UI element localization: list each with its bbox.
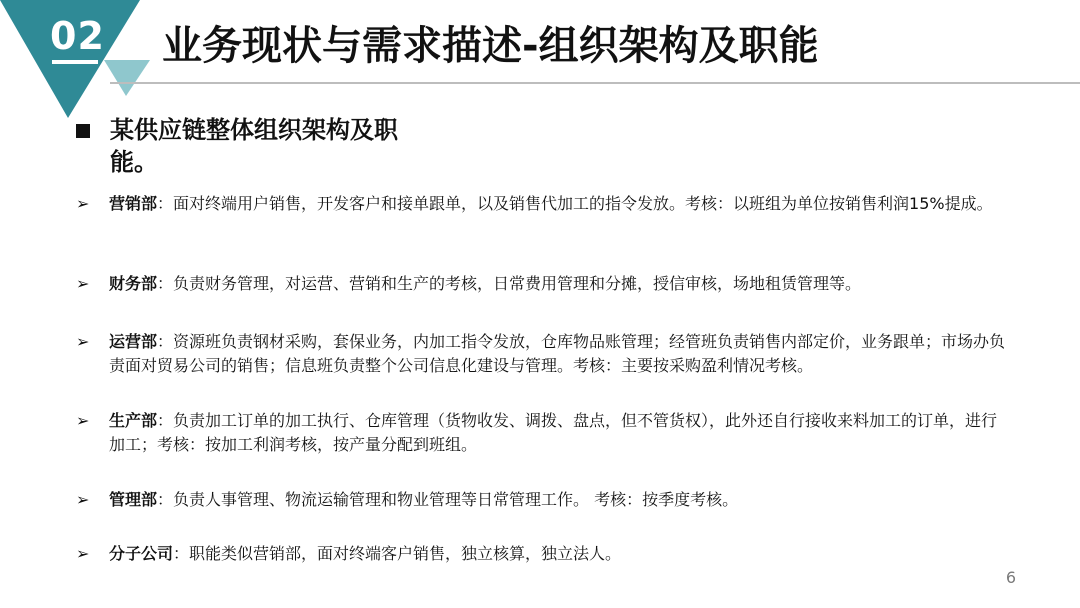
arrowhead-bullet-icon: ➢ [76, 194, 90, 213]
department-description: ：负责人事管理、物流运输管理和物业管理等日常管理工作。 考核：按季度考核。 [157, 490, 739, 509]
title-divider [110, 82, 1080, 84]
arrowhead-bullet-icon: ➢ [76, 332, 90, 351]
section-heading-text: 某供应链整体组织架构及职能。 [110, 116, 398, 176]
page-number: 6 [1005, 568, 1016, 587]
department-description: ：负责加工订单的加工执行、仓库管理（货物收发、调拨、盘点，但不管货权），此外还自行接收来料加工的订单，进行加工；考核：按加工利润考核，按产量分配到班组。 [109, 411, 998, 454]
arrowhead-bullet-icon: ➢ [76, 274, 90, 293]
department-label: 管理部 [109, 490, 158, 509]
department-label: 财务部 [109, 274, 158, 293]
department-description: ：资源班负责钢材采购，套保业务，内加工指令发放，仓库物品账管理；经管班负责销售内部定价，业务跟单；市场办负责面对贸易公司的销售；信息班负责整个公司信息化建设与管理。考核：主要按采购盈利情况考核。 [109, 332, 1006, 375]
section-number: 02 [50, 14, 105, 58]
square-bullet-icon [76, 124, 90, 138]
arrowhead-bullet-icon: ➢ [76, 490, 90, 509]
department-label: 分子公司 [109, 544, 174, 563]
department-label: 营销部 [109, 194, 158, 213]
department-label: 运营部 [109, 332, 158, 351]
section-number-underline [52, 60, 98, 64]
department-description: ：职能类似营销部，面对终端客户销售，独立核算，独立法人。 [173, 544, 622, 563]
arrowhead-bullet-icon: ➢ [76, 411, 90, 430]
section-badge [0, 0, 150, 120]
department-label: 生产部 [109, 411, 158, 430]
department-description: ：负责财务管理，对运营、营销和生产的考核，日常费用管理和分摊，授信审核，场地租赁管理等。 [157, 274, 862, 293]
department-description: ：面对终端用户销售，开发客户和接单跟单，以及销售代加工的指令发放。考核：以班组为单位按销售利润15%提成。 [157, 194, 993, 213]
arrowhead-bullet-icon: ➢ [76, 544, 90, 563]
page-title: 业务现状与需求描述-组织架构及职能 [162, 23, 819, 69]
